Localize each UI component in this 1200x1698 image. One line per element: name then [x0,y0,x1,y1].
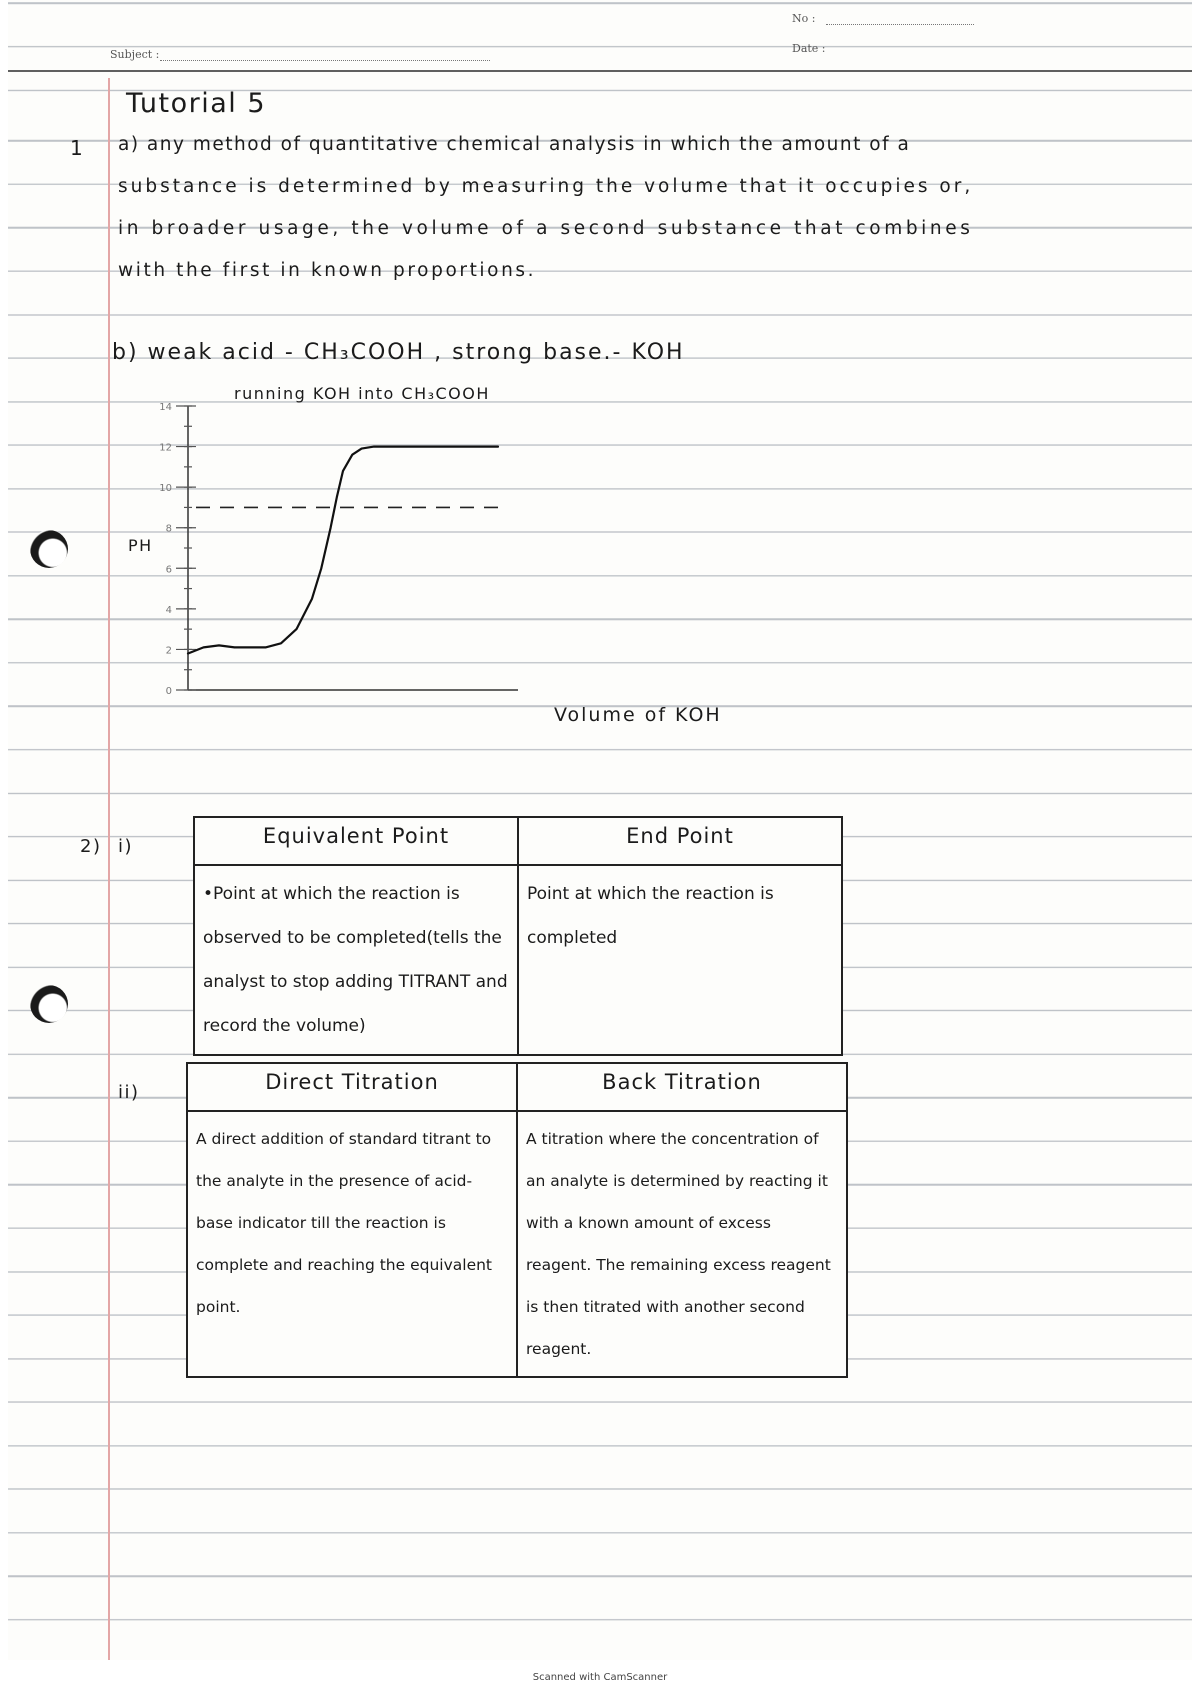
q2-part-ii-label: ii) [118,1082,140,1103]
scanner-watermark: Scanned with CamScanner [532,1672,668,1683]
y-tick-label: 10 [159,483,172,495]
direct-titration-header: Direct Titration [187,1063,517,1111]
q1a-line-2: substance is determined by measuring the volume that it occupies or, [118,176,974,197]
notebook-page [8,0,1192,1660]
graph-note: running KOH into CH₃COOH [234,384,490,403]
equivalent-point-definition: •Point at which the reaction is observed to be completed(tells the analyst to stop adding TITRANT and record the volume) [194,865,518,1055]
date-label: Date : [792,42,826,55]
q1b-heading: b) weak acid - CH₃COOH , strong base.- KOH [112,340,685,365]
q2-part-i-label: i) [118,836,134,857]
question-2-number: 2) [80,836,102,857]
equivalent-point-header: Equivalent Point [194,817,518,865]
direct-vs-back-titration-table [186,1062,848,1378]
y-axis-label: PH [128,536,153,555]
end-point-definition: Point at which the reaction is completed [518,865,842,1055]
y-tick-label: 6 [165,564,172,576]
y-tick-label: 8 [165,523,172,535]
punch-hole-bottom [30,985,68,1023]
subject-label: Subject : [110,48,160,61]
page-title: Tutorial 5 [126,88,267,119]
end-point-header: End Point [518,817,842,865]
y-tick-label: 4 [165,604,172,616]
y-tick-label: 14 [159,402,172,413]
question-1-number: 1 [70,136,85,160]
direct-titration-definition: A direct addition of standard titrant to the analyte in the presence of acid-base indicator till the reaction is complete and reaching the equivalent point. [187,1111,517,1377]
q1a-line-1: a) any method of quantitative chemical analysis in which the amount of a [118,134,911,155]
q1a-line-3: in broader usage, the volume of a second substance that combines [118,218,974,239]
equivalent-vs-end-point-table [193,816,843,1056]
number-label: No : [792,12,816,25]
y-tick-label: 0 [165,686,172,697]
titration-curve-chart [8,0,1192,760]
back-titration-header: Back Titration [517,1063,847,1111]
x-axis-label: Volume of KOH [554,704,722,726]
y-tick-label: 2 [165,645,172,657]
titration-curve [188,447,498,654]
back-titration-definition: A titration where the concentration of an analyte is determined by reacting it with a known amount of excess reagent. The remaining excess reagent is then titrated with another second reagent. [517,1111,847,1377]
y-tick-label: 12 [159,442,172,454]
q1a-line-4: with the first in known proportions. [118,260,537,281]
